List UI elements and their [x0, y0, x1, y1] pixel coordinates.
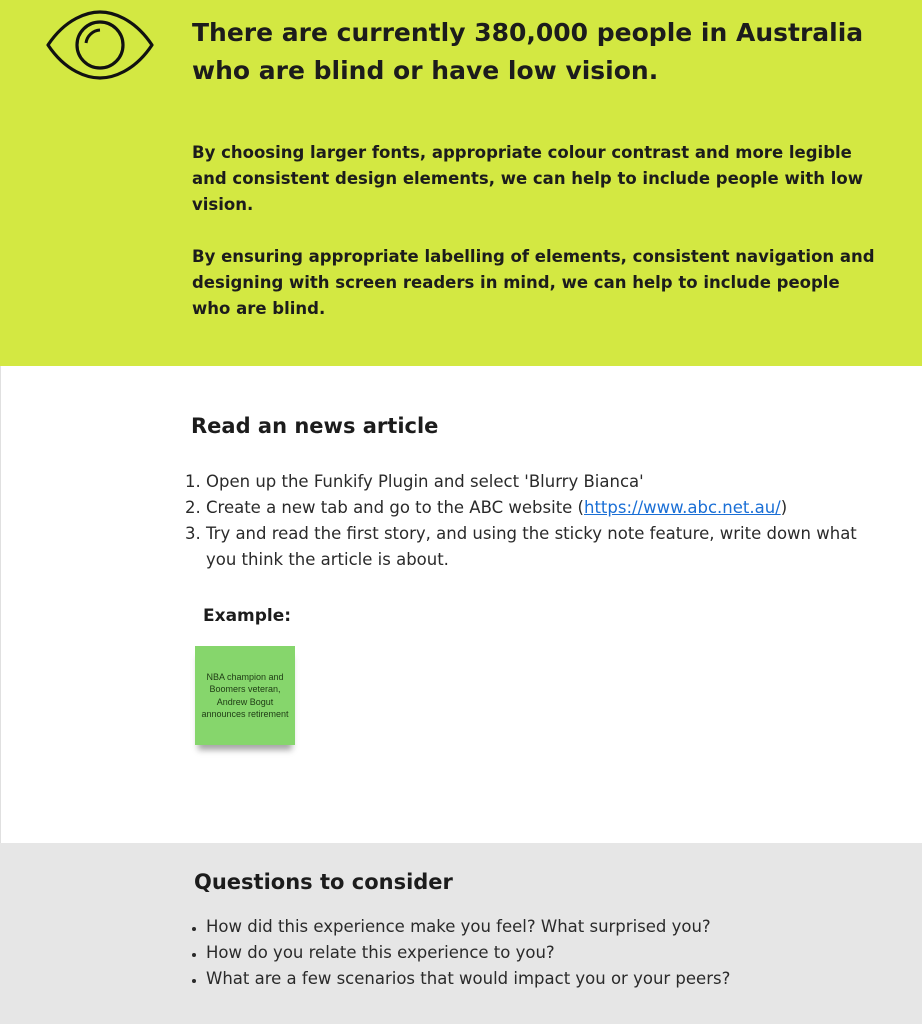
hero-banner: [0, 0, 922, 366]
questions-list: [186, 914, 906, 992]
list-item: 1. Open up the Funkify Plugin and select 'Blurry Bianca': [206, 469, 886, 495]
hero-title: There are currently 380,000 people in Australia who are blind or have low vision.: [192, 18, 864, 85]
list-item: • How did this experience make you feel? What surprised you?: [206, 914, 906, 940]
questions-section: [0, 843, 922, 1024]
list-item: • What are a few scenarios that would impact you or your peers?: [206, 966, 906, 992]
eye-icon: [44, 10, 156, 80]
list-item: 3. Try and read the first story, and using the sticky note feature, write down what you think the article is about.: [206, 521, 886, 573]
low-vision-paragraph: By choosing larger fonts, appropriate colour contrast and more legible and consistent design elements, we can help to include people with low vision.: [192, 143, 864, 214]
abc-website-link[interactable]: https://www.abc.net.au/: [584, 498, 781, 517]
sticky-note-text: NBA champion and Boomers veteran, Andrew Bogut announces retirement: [201, 671, 289, 719]
article-heading: Read an news article: [191, 414, 439, 438]
steps-list: [185, 469, 886, 573]
blind-paragraph: By ensuring appropriate labelling of elements, consistent navigation and designing with screen readers in mind, we can help to include people who are blind.: [192, 247, 875, 318]
list-item: • How do you relate this experience to you?: [206, 940, 906, 966]
example-label: Example:: [203, 606, 292, 626]
questions-heading: Questions to consider: [194, 870, 453, 894]
sticky-note: [195, 646, 295, 745]
list-item: 2. Create a new tab and go to the ABC website (https://www.abc.net.au/): [206, 495, 886, 521]
article-activity-section: [0, 366, 922, 843]
